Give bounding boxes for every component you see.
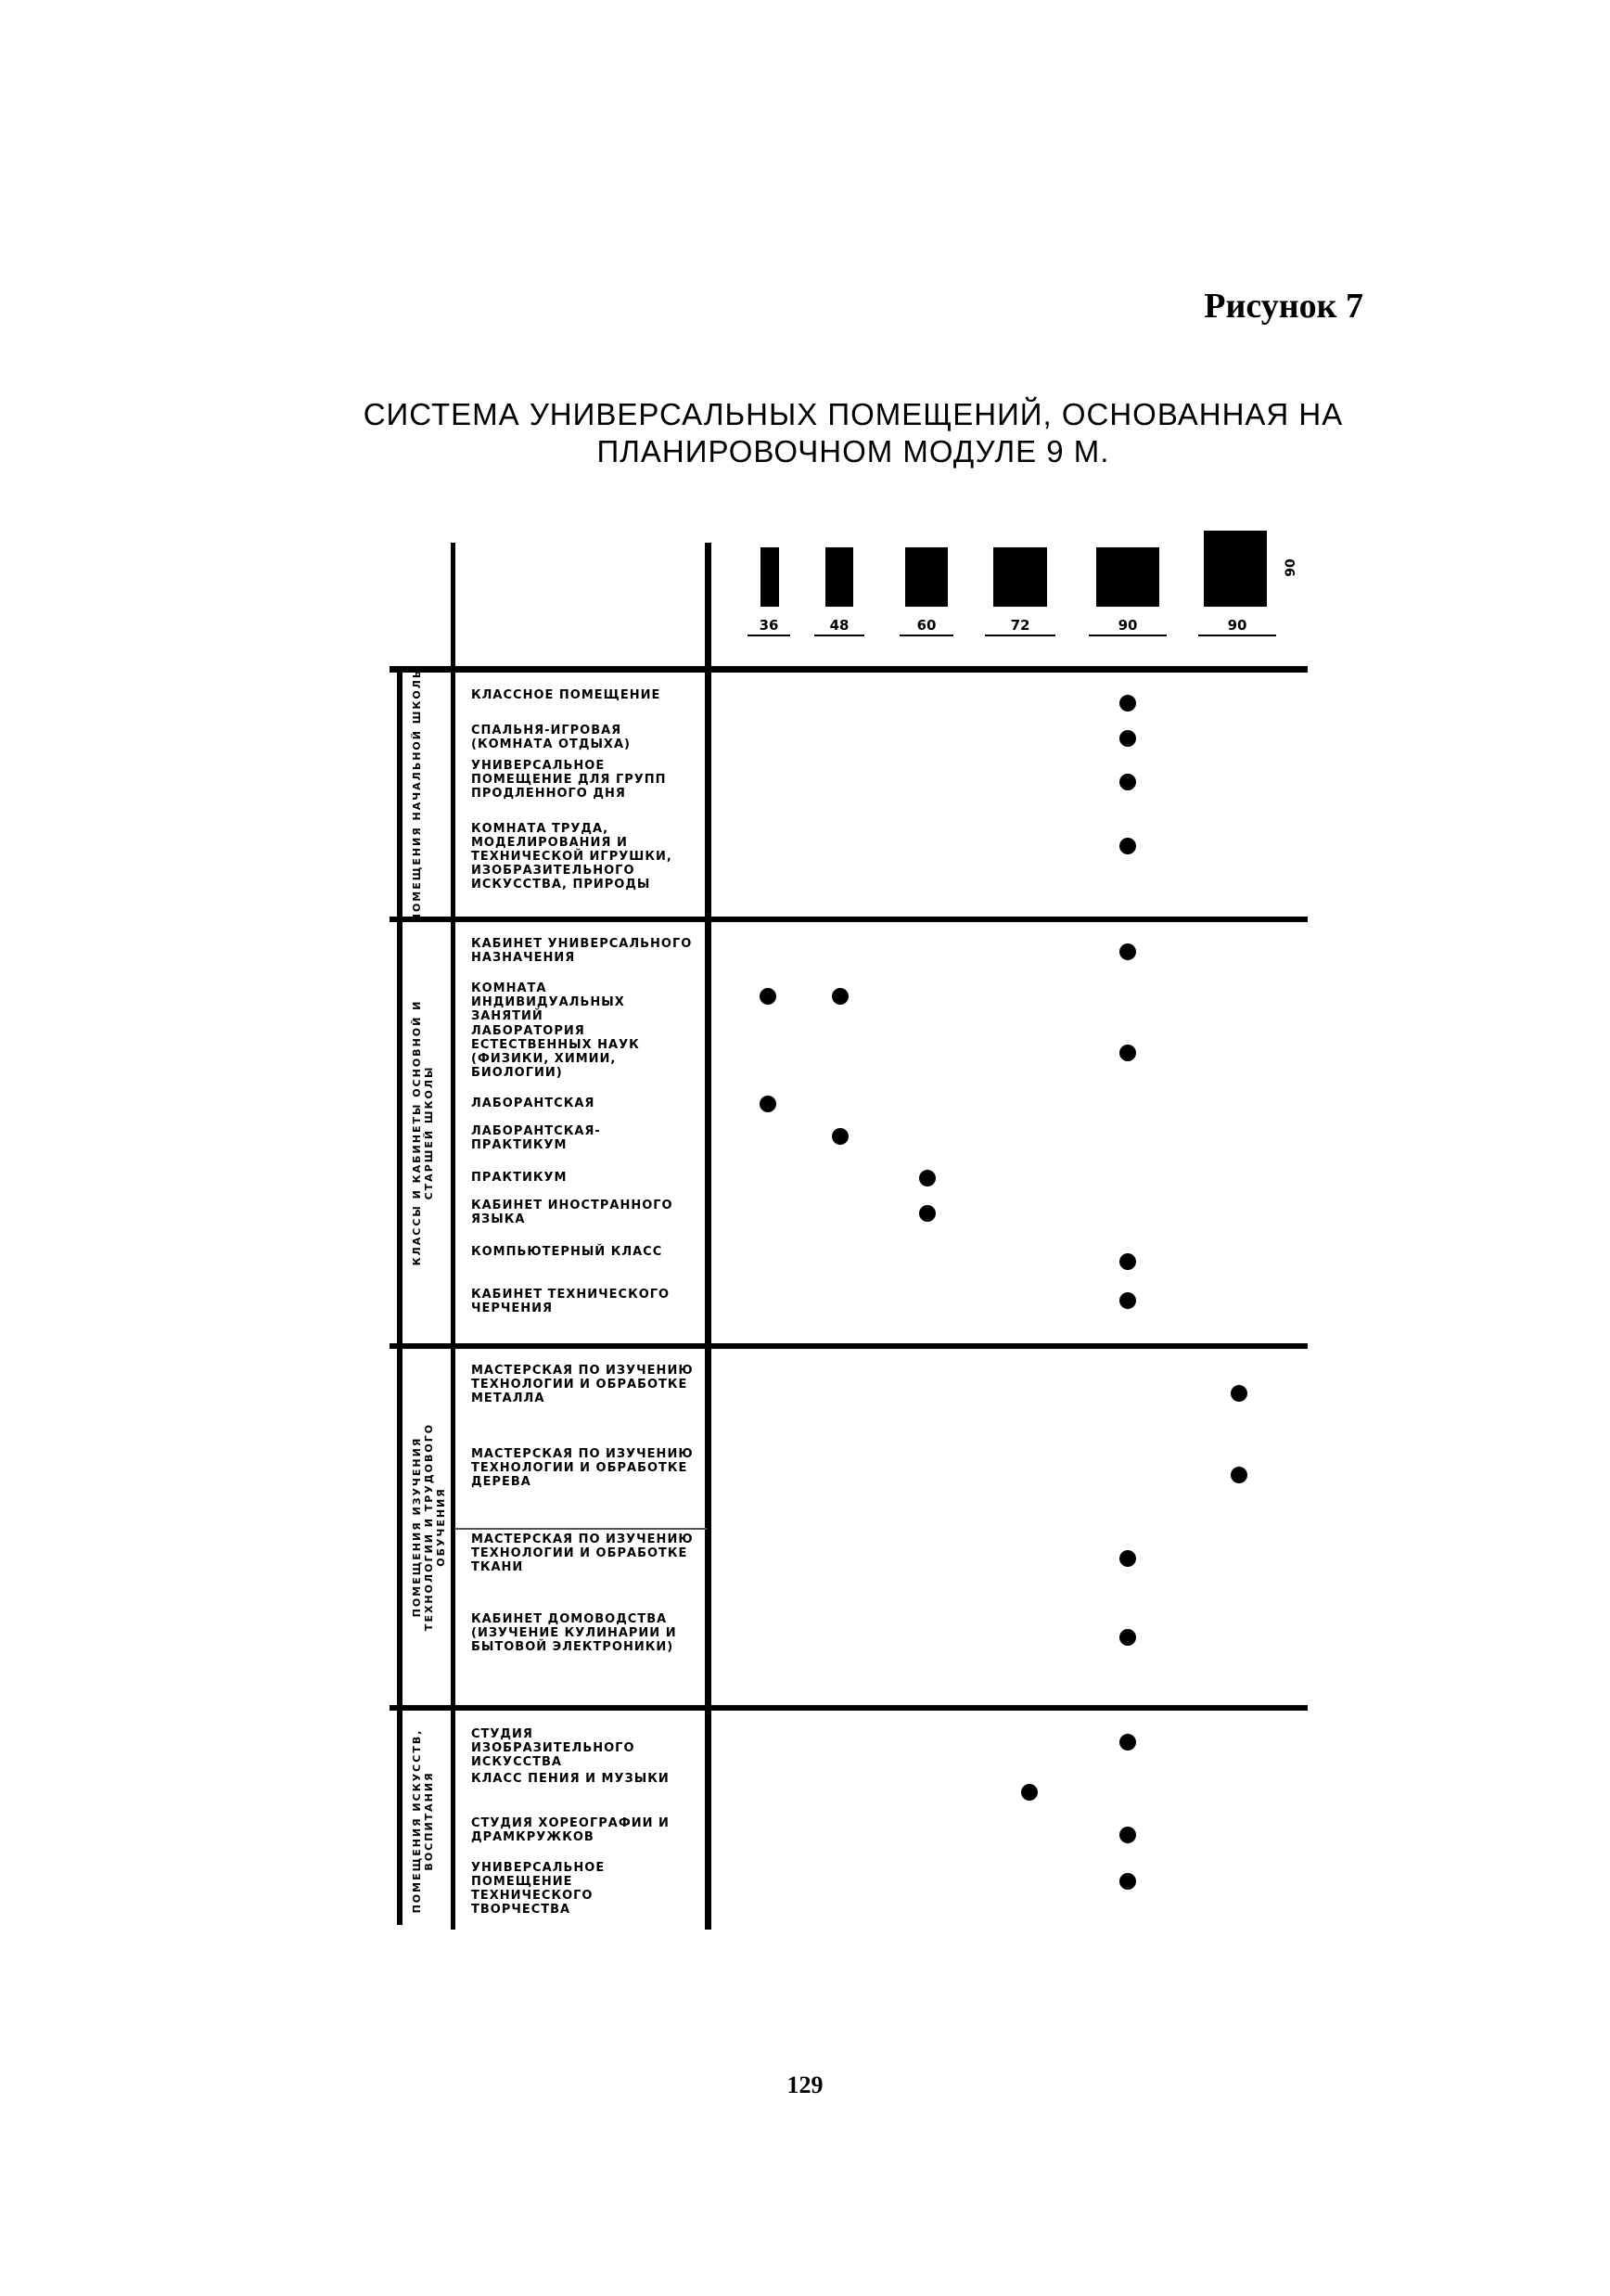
- group-label-4: ПОМЕЩЕНИЯ ИСКУССТВ, ВОСПИТАНИЯ: [411, 1728, 435, 1914]
- table-matrix-column-border: [705, 543, 711, 1930]
- row-label: СТУДИЯ ХОРЕОГРАФИИ И ДРАМКРУЖКОВ: [471, 1816, 670, 1844]
- group-label-2: КЛАССЫ И КАБИНЕТЫ ОСНОВНОЙ И СТАРШЕЙ ШКОЛЫ: [411, 999, 435, 1266]
- row-label: КЛАССНОЕ ПОМЕЩЕНИЕ: [471, 688, 661, 702]
- matrix-dot: [1119, 1550, 1136, 1567]
- table-left-border: [397, 668, 402, 1925]
- row-label: КЛАСС ПЕНИЯ И МУЗЫКИ: [471, 1772, 670, 1786]
- room-size-label-2: 48: [814, 616, 864, 636]
- row-label: КАБИНЕТ ИНОСТРАННОГО ЯЗЫКА: [471, 1199, 673, 1226]
- figure-label: Рисунок 7: [1204, 287, 1363, 326]
- group-divider-2: [390, 1343, 1308, 1349]
- row-label: КОМПЬЮТЕРНЫЙ КЛАСС: [471, 1245, 663, 1259]
- matrix-dot: [919, 1205, 936, 1222]
- row-label: КАБИНЕТ УНИВЕРСАЛЬНОГО НАЗНАЧЕНИЯ: [471, 937, 693, 965]
- room-size-bar-6: [1204, 531, 1267, 607]
- room-size-bar-1: [760, 547, 779, 607]
- matrix-dot: [1119, 1734, 1136, 1751]
- matrix-dot: [1119, 695, 1136, 712]
- matrix-dot: [1119, 730, 1136, 747]
- row-label: ПРАКТИКУМ: [471, 1171, 568, 1185]
- matrix-dot: [760, 1096, 776, 1112]
- row-label: КОМНАТА ТРУДА, МОДЕЛИРОВАНИЯ И ТЕХНИЧЕСКОЙ ИГРУШКИ, ИЗОБРАЗИТЕЛЬНОГО ИСКУССТВА, ПРИРОДЫ: [471, 822, 672, 891]
- matrix-dot: [832, 1128, 849, 1145]
- matrix-dot: [832, 988, 849, 1005]
- group-divider-1: [390, 917, 1308, 922]
- row-label: КАБИНЕТ ДОМОВОДСТВА (ИЗУЧЕНИЕ КУЛИНАРИИ И БЫТОВОЙ ЭЛЕКТРОНИКИ): [471, 1612, 677, 1654]
- page-number: 129: [786, 2072, 824, 2098]
- table-label-column-border: [451, 543, 455, 1930]
- row-label: УНИВЕРСАЛЬНОЕ ПОМЕЩЕНИЕ ДЛЯ ГРУПП ПРОДЛЕННОГО ДНЯ: [471, 759, 667, 801]
- matrix-dot: [1119, 1253, 1136, 1270]
- row-label: ЛАБОРАНТСКАЯ: [471, 1097, 595, 1110]
- row-label: МАСТЕРСКАЯ ПО ИЗУЧЕНИЮ ТЕХНОЛОГИИ И ОБРАБОТКЕ МЕТАЛЛА: [471, 1364, 694, 1405]
- room-size-bar-3: [905, 547, 948, 607]
- figure-title-line-1: СИСТЕМА УНИВЕРСАЛЬНЫХ ПОМЕЩЕНИЙ, ОСНОВАННАЯ НА: [363, 397, 1344, 431]
- room-size-bar-2: [825, 547, 853, 607]
- room-size-label-4: 72: [985, 616, 1055, 636]
- row-label: ЛАБОРАНТСКАЯ-ПРАКТИКУМ: [471, 1124, 601, 1152]
- matrix-dot: [1119, 943, 1136, 960]
- matrix-dot: [1119, 838, 1136, 854]
- group-label-1: ПОМЕЩЕНИЯ НАЧАЛЬНОЙ ШКОЛЫ: [411, 665, 423, 923]
- room-size-label-5: 90: [1089, 616, 1167, 636]
- group-label-3: ПОМЕЩЕНИЯ ИЗУЧЕНИЯ ТЕХНОЛОГИИ И ТРУДОВОГО ОБУЧЕНИЯ: [411, 1422, 447, 1632]
- header-divider: [390, 666, 1308, 673]
- group-divider-3: [390, 1705, 1308, 1711]
- row-label: КОМНАТА ИНДИВИДУАЛЬНЫХ ЗАНЯТИЙ: [471, 981, 625, 1023]
- matrix-dot: [1119, 1292, 1136, 1309]
- room-size-label-1: 36: [748, 616, 790, 636]
- matrix-dot: [760, 988, 776, 1005]
- figure-title-line-2: ПЛАНИРОВОЧНОМ МОДУЛЕ 9 М.: [596, 434, 1110, 468]
- row-label: УНИВЕРСАЛЬНОЕ ПОМЕЩЕНИЕ ТЕХНИЧЕСКОГО ТВОРЧЕСТВА: [471, 1861, 606, 1917]
- matrix-dot: [1231, 1385, 1247, 1402]
- matrix-dot: [1119, 774, 1136, 790]
- matrix-dot: [1119, 1873, 1136, 1890]
- matrix-dot: [1119, 1827, 1136, 1843]
- room-size-bar-5: [1096, 547, 1159, 607]
- matrix-dot: [1119, 1629, 1136, 1646]
- room-size-label-3: 60: [900, 616, 953, 636]
- matrix-dot: [1231, 1467, 1247, 1483]
- row-label: ЛАБОРАТОРИЯ ЕСТЕСТВЕННЫХ НАУК (ФИЗИКИ, ХИМИИ, БИОЛОГИИ): [471, 1024, 640, 1080]
- row-label: МАСТЕРСКАЯ ПО ИЗУЧЕНИЮ ТЕХНОЛОГИИ И ОБРАБОТКЕ ДЕРЕВА: [471, 1447, 694, 1489]
- row-label: КАБИНЕТ ТЕХНИЧЕСКОГО ЧЕРЧЕНИЯ: [471, 1288, 671, 1315]
- room-size-label-6: 90: [1198, 616, 1276, 636]
- room-size-bar-4: [993, 547, 1047, 607]
- row-label: СПАЛЬНЯ-ИГРОВАЯ (КОМНАТА ОТДЫХА): [471, 724, 631, 751]
- room-height-label: 90: [1284, 558, 1298, 577]
- row-label: СТУДИЯ ИЗОБРАЗИТЕЛЬНОГО ИСКУССТВА: [471, 1727, 635, 1769]
- matrix-dot: [1021, 1784, 1038, 1801]
- matrix-dot: [1119, 1045, 1136, 1061]
- matrix-dot: [919, 1170, 936, 1186]
- row-separator: [454, 1528, 707, 1530]
- row-label: МАСТЕРСКАЯ ПО ИЗУЧЕНИЮ ТЕХНОЛОГИИ И ОБРАБОТКЕ ТКАНИ: [471, 1533, 694, 1574]
